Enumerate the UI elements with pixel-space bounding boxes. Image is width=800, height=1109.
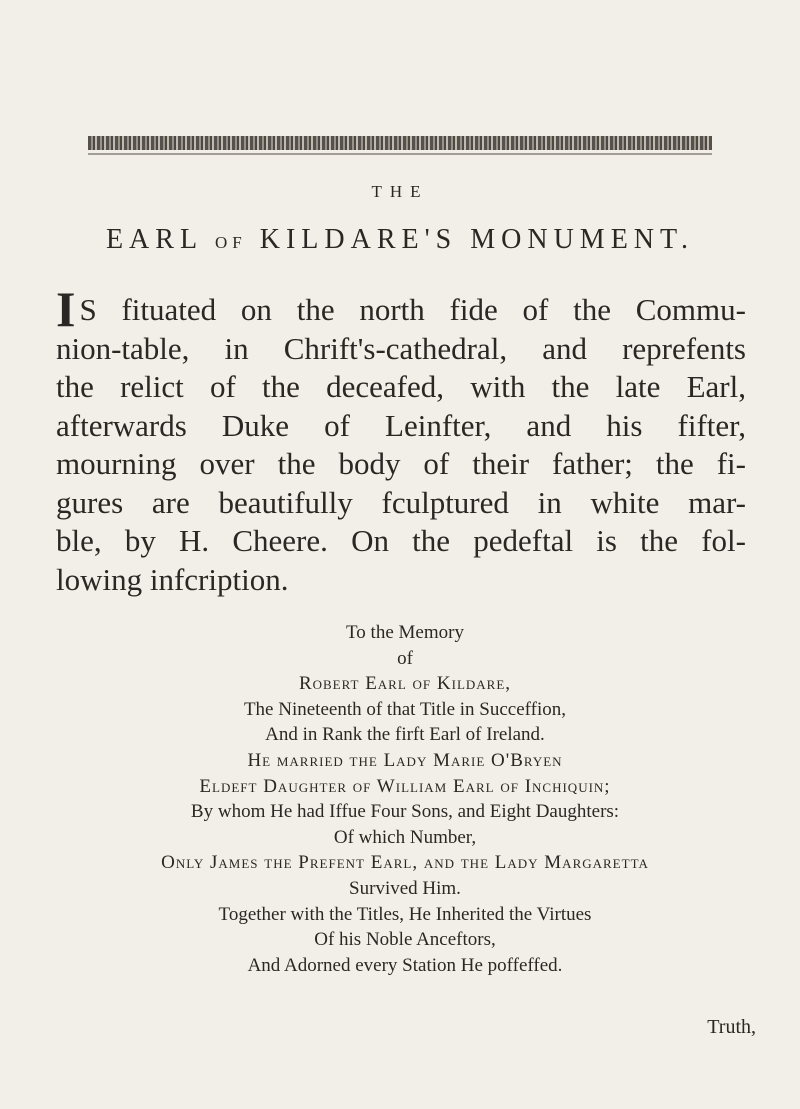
inscription-line: He married the Lady Marie O'Bryen [247,749,563,771]
inscription-line: Eldeft Daughter of William Earl of Inchiquin; [199,775,611,797]
title-earl: EARL [105,224,203,255]
body-line: I S fituated on the north fide of the Commu- [56,281,746,337]
inscription-line: Robert Earl of Kildare, [298,673,512,695]
body-line: the relict of the deceafed, with the late Earl, [56,369,746,404]
title-monument: MONUMENT. [470,224,695,255]
inscription-line: Survived Him. [349,877,461,899]
body-line: mourning over the body of their father; the fi- [56,446,746,481]
inscription-line: Only James the Prefent Earl, and the Lady Margaretta [161,852,649,874]
inscription-line: And Adorned every Station He poffeffed. [247,954,563,976]
body-line: afterwards Duke of Leinfter, and his fifter, [56,407,746,443]
body-line: ble, by H. Cheere. On the pedeftal is the fol- [56,523,746,558]
inscription-line: of [397,647,413,669]
ornamental-rule [88,136,712,150]
inscription-line: Of his Noble Anceftors, [314,929,496,951]
body-line: lowing infcription. [56,561,289,597]
divider-rule [88,153,712,155]
inscription-line: Together with the Titles, He Inherited the Virtues [218,903,592,925]
drop-cap: I [56,281,76,337]
title-of: OF [215,233,247,252]
title-kildares: KILDARE'S [259,224,458,255]
page-title [0,224,800,256]
inscription-line: Of which Number, [333,826,477,848]
inscription-line: By whom He had Iffue Four Sons, and Eight Daughters: [190,801,620,823]
body-line: nion-table, in Chrift's-cathedral, and reprefents [56,330,746,366]
heading-the: THE [371,182,429,201]
inscription-line: To the Memory [346,622,464,643]
body-line: gures are beautifully fculptured in white mar- [56,484,746,520]
body-paragraph [56,281,746,599]
inscription-line: The Nineteenth of that Title in Succeffion, [243,698,567,720]
catchword: Truth, [707,1016,756,1038]
inscription-line: And in Rank the firft Earl of Ireland. [265,724,545,746]
inscription [100,620,710,978]
